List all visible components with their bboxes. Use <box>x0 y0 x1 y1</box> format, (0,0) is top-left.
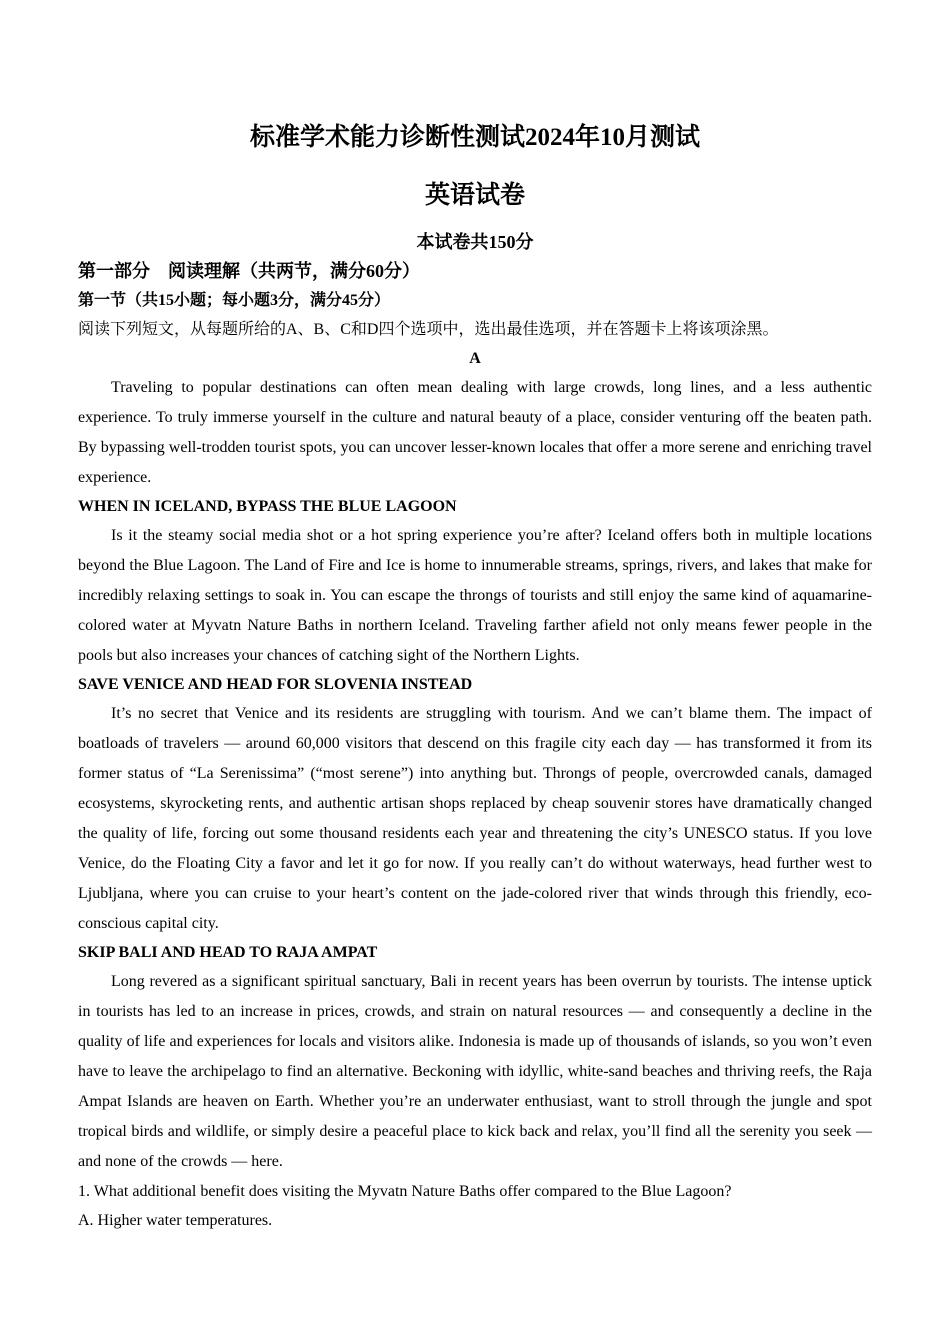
section-text-venice: It’s no secret that Venice and its residents are struggling with tourism. And we can’t blame them. The impact of boatloads of travelers — around 60,000 visitors that descend on this fragile city each day — has transformed it from its former status of “La Serenissima” (“most serene”) into anything but. Throngs of people, overcrowded canals, damaged ecosystems, skyrocketing rents, and authentic artisan shops replaced by cheap souvenir stores have dramatically changed the quality of life, forcing out some thousand residents each year and threatening the city’s UNESCO status. If you love Venice, do the Floating City a favor and let it go for now. If you really can’t do without waterways, head further west to Ljubljana, where you can cruise to your heart’s content on the jade-colored river that winds through this friendly, eco-conscious capital city. <box>78 705 872 932</box>
exam-title: 标准学术能力诊断性测试2024年10月测试 <box>249 124 700 151</box>
exam-subtitle: 英语试卷 <box>424 182 525 209</box>
section-title: 第一节（共15小题；每小题3分，满分45分） <box>78 292 391 309</box>
section-heading-bali: SKIP BALI AND HEAD TO RAJA AMPAT <box>78 944 378 961</box>
section-text-iceland: Is it the steamy social media shot or a hot spring experience you’re after? Iceland offers both in multiple locations beyond the Blue Lagoon. The Land of Fire and Ice is home to innumerable streams, springs, rivers, and lakes that make for incredibly relaxing settings to soak in. You can escape the throngs of tourists and still enjoy the same kind of aquamarine-colored water at Myvatn Nature Baths in northern Iceland. Traveling farther afield not only means fewer people in the pools but also increases your chances of catching sight of the Northern Lights. <box>78 527 872 664</box>
instruction-text: 阅读下列短文，从每题所给的A、B、C和D四个选项中，选出最佳选项，并在答题卡上将该项涂黑。 <box>78 321 779 338</box>
passage-intro: Traveling to popular destinations can often mean dealing with large crowds, long lines, and a less authentic experience. To truly immerse yourself in the culture and natural beauty of a place, consider venturing off the beaten path. By bypassing well-trodden tourist spots, you can uncover lesser-known locales that offer a more serene and enriching travel experience. <box>78 379 872 486</box>
question-1-stem: 1. What additional benefit does visiting the Myvatn Nature Baths offer compared to the Blue Lagoon? <box>78 1183 732 1200</box>
passage-label: A <box>469 350 481 367</box>
part-title: 第一部分 阅读理解（共两节，满分60分） <box>78 261 420 281</box>
total-score: 本试卷共150分 <box>416 232 534 252</box>
question-1-option-a: A. Higher water temperatures. <box>78 1212 273 1229</box>
section-heading-iceland: WHEN IN ICELAND, BYPASS THE BLUE LAGOON <box>78 498 457 515</box>
section-heading-venice: SAVE VENICE AND HEAD FOR SLOVENIA INSTEAD <box>78 676 473 693</box>
section-text-bali: Long revered as a significant spiritual sanctuary, Bali in recent years has been overrun by tourists. The intense uptick in tourists has led to an increase in prices, crowds, and strain on natural resources — and consequently a decline in the quality of life and experiences for locals and visitors alike. Indonesia is made up of thousands of islands, so you won’t even have to leave the archipelago to find an alternative. Beckoning with idyllic, white-sand beaches and thriving reefs, the Raja Ampat Islands are heaven on Earth. Whether you’re an underwater enthusiast, want to stroll through the jungle and spot tropical birds and wildlife, or simply desire a peaceful place to kick back and relax, you’ll find all the serenity you seek — and none of the crowds — here. <box>78 973 872 1170</box>
exam-page <box>78 118 872 1235</box>
